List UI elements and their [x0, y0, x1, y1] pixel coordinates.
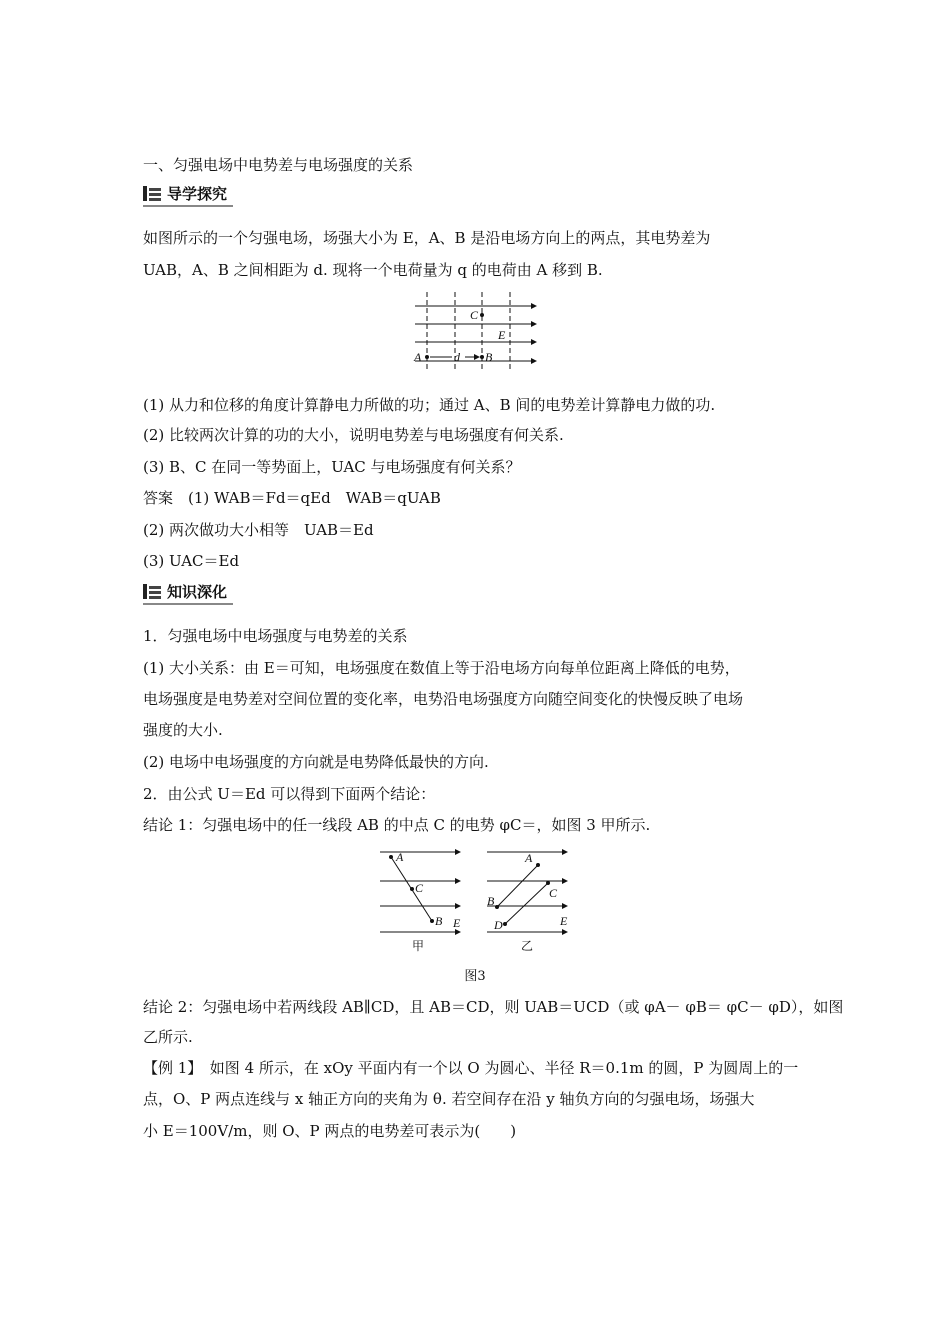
figure-3 — [375, 843, 575, 955]
conclusion-line: 乙所示. — [143, 1028, 193, 1046]
segment-cd — [505, 883, 548, 924]
deepen-line: 电场强度是电势差对空间位置的变化率，电势沿电场强度方向随空间变化的快慢反映了电场 — [143, 690, 744, 708]
answer-line: (2) 两次做功大小相等 UAB＝Ed — [143, 521, 374, 539]
intro-line: UAB，A、B 之间相距为 d. 现将一个电荷量为 q 的电荷由 A 移到 B. — [143, 261, 603, 279]
conclusion-line: 结论 2：匀强电场中若两线段 AB∥CD，且 AB＝CD，则 UAB＝UCD（或 φA－ φB＝ φC－ φD），如图 — [143, 998, 844, 1016]
question-line: (1) 从力和位移的角度计算静电力所做的功；通过 A、B 间的电势差计算静电力做的功. — [143, 396, 716, 414]
label-a: A — [396, 850, 404, 864]
label-d: d — [454, 350, 460, 364]
point-b — [480, 355, 484, 359]
label-c: C — [470, 308, 479, 322]
heading-explore-label: 导学探究 — [167, 184, 228, 203]
point-c — [480, 313, 484, 317]
section-marker-icon — [143, 584, 161, 599]
label-e: E — [498, 328, 506, 342]
label-c: C — [549, 886, 558, 900]
caption-right: 乙 — [520, 939, 534, 953]
heading-rule — [143, 603, 233, 605]
heading-deepen — [143, 581, 227, 601]
deepen-line: (1) 大小关系：由 E＝可知，电场强度在数值上等于沿电场方向每单位距离上降低的电势， — [143, 659, 740, 677]
uniform-field-figure — [400, 290, 550, 375]
deepen-line: 1．匀强电场中电场强度与电势差的关系 — [143, 627, 408, 645]
caption-left: 甲 — [411, 939, 425, 953]
label-a: A — [525, 851, 533, 865]
section-marker-icon — [143, 186, 161, 201]
label-e: E — [560, 914, 568, 928]
label-e: E — [453, 916, 461, 930]
deepen-line: 强度的大小. — [143, 721, 223, 739]
answer-line: (3) UAC＝Ed — [143, 552, 240, 570]
answer-line: 答案 (1) WAB＝Fd＝qEd WAB＝qUAB — [143, 489, 441, 507]
figure-caption: 图3 — [464, 969, 486, 984]
heading-deepen-label: 知识深化 — [167, 582, 228, 601]
label-b: B — [487, 894, 495, 908]
intro-line: 如图所示的一个匀强电场，场强大小为 E，A、B 是沿电场方向上的两点，其电势差为 — [143, 229, 711, 247]
heading-rule — [143, 205, 233, 207]
deepen-line: 2．由公式 U＝Ed 可以得到下面两个结论： — [143, 785, 436, 803]
deepen-line: (2) 电场中电场强度的方向就是电势降低最快的方向. — [143, 753, 489, 771]
question-line: (2) 比较两次计算的功的大小，说明电势差与电场强度有何关系. — [143, 426, 564, 444]
deepen-line: 结论 1：匀强电场中的任一线段 AB 的中点 C 的电势 φC＝，如图 3 甲所示. — [143, 816, 651, 834]
label-d: D — [494, 918, 503, 932]
example-line: 小 E＝100V/m，则 O、P 两点的电势差可表示为( ) — [143, 1122, 517, 1140]
example-line: 点，O、P 两点连线与 x 轴正方向的夹角为 θ. 若空间存在沿 y 轴负方向的匀强电场，场强大 — [143, 1090, 755, 1108]
label-b: B — [435, 914, 443, 928]
point-a — [425, 355, 429, 359]
heading-explore — [143, 183, 227, 203]
question-line: (3) B、C 在同一等势面上，UAC 与电场强度有何关系？ — [143, 458, 521, 476]
segment-ab — [497, 865, 538, 907]
label-b: B — [485, 350, 493, 364]
label-c: C — [415, 881, 424, 895]
example-line: 【例 1】 如图 4 所示，在 xOy 平面内有一个以 O 为圆心、半径 R＝0.1m 的圆，P 为圆周上的一 — [143, 1059, 799, 1077]
section-title: 一、匀强电场中电势差与电场强度的关系 — [143, 156, 414, 174]
label-a: A — [414, 350, 422, 364]
